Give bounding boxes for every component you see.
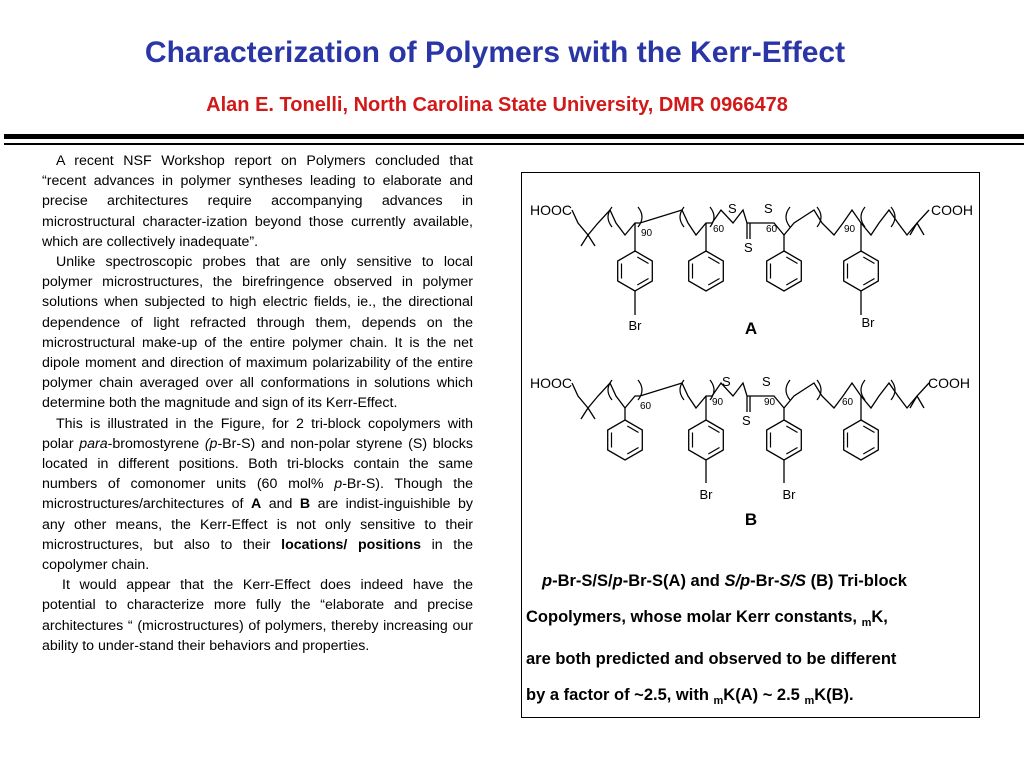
caption-sub-m-2: m [713,695,724,707]
structure-b-label: B [744,510,758,529]
b-sulfur-left: S [722,374,731,389]
a-bromo-left: Br [628,318,642,333]
p3-text-i: and [261,496,300,513]
p3-text-e: -Br-S) and non-polar styrene (S) blocks located in different positions. Both tri-blocks contain the same numbers of comonomer units (60 mol% [42,435,473,493]
b-block-3: 90 [764,397,776,408]
slide-title: Characterization of Polymers with the Kerr-Effect [144,36,846,69]
a-block-3: 60 [766,224,778,235]
a-hooc-label: HOOC [530,202,572,218]
p3-text-k: are indist-inguishible by any other means, the Kerr-Effect is not only sensitive to their microstructures, but also to their [42,496,473,553]
p3-bold-a: A [250,496,262,513]
caption-p-1: p [542,572,553,590]
b-block-4: 60 [842,397,854,408]
slide-subtitle: Alan E. Tonelli, North Carolina State University, DMR 0966478 [206,94,788,116]
a-cooh-label: COOH [931,202,973,218]
caption-sub-m-1: m [861,617,872,629]
structure-a-label: A [744,319,758,338]
b-sulfur-right: S [762,374,771,389]
caption-seg-6: K, [871,608,888,626]
caption-ss: S/S [779,572,807,590]
caption-seg-9: K(B). [814,686,854,704]
a-sulfur-right: S [764,201,773,216]
p3-text-m: in the copolymer chain. [42,536,474,574]
caption-line-3: are both predicted and observed to be different [526,650,897,668]
p3-bold-locations: locations/ positions [281,536,422,553]
caption-line-2 [526,599,996,641]
caption-seg-4: (B) Tri-block [806,572,907,590]
b-block-1: 60 [640,401,652,412]
structure-b [530,374,970,529]
b-block-2: 90 [712,397,724,408]
b-bromo-left: Br [699,487,713,502]
caption-seg-3: -Br- [750,572,780,590]
header-rule-thick [4,134,1024,139]
caption-seg-8: K(A) ~ 2.5 [723,686,805,704]
p3-text-c: -bromostyrene [107,435,205,452]
b-bromo-right: Br [782,487,796,502]
caption-seg-2: -Br-S(A) and [622,572,725,590]
p3-bold-b: B [299,496,311,513]
caption-p-2: p [612,572,623,590]
p3-para: para [79,435,108,452]
b-hooc-label: HOOC [530,375,572,391]
header-rule-thin [4,143,1024,145]
p3-p-italic-1: (p [204,435,218,452]
b-cooh-label: COOH [928,375,970,391]
caption-seg-7: by a factor of ~2.5, with [526,686,714,704]
caption-seg-5: Copolymers, whose molar Kerr constants, [526,608,862,626]
paragraph-3 [42,414,473,576]
body-text [42,151,473,656]
figure-caption [526,563,996,719]
caption-sub-m-3: m [804,695,815,707]
caption-line-4 [526,677,996,719]
a-bromo-right: Br [861,315,875,330]
caption-line-1 [526,563,996,599]
p3-p-italic-2: p [334,476,343,493]
a-block-1: 90 [641,228,653,239]
a-sulfur-left: S [728,201,737,216]
structure-a [530,201,973,338]
paragraph-1: A recent NSF Workshop report on Polymers concluded that “recent advances in polymer syntheses leading to elaborate and precise architectures require accompanying advances in microstructural character-ization beyond those currently available, which are collectively inadequate”. [42,153,473,250]
caption-seg-1: -Br-S/S/ [552,572,613,590]
a-block-2: 60 [713,224,725,235]
p3-text-g: -Br-S). Though the microstructures/architectures of [42,476,474,513]
a-block-4: 90 [844,224,856,235]
paragraph-4: It would appear that the Kerr-Effect does indeed have the potential to characterize more fully the “elaborate and precise architectures “ (microstructures) of polymers, thereby increasing our ability to under-stand their behaviors and properties. [42,577,473,654]
a-sulfur-thione: S [744,240,753,255]
b-sulfur-thione: S [742,413,751,428]
p3-text-a: This is illustrated in the Figure, for 2 tri-block copolymers with polar [42,415,473,452]
caption-sp: S/p [724,572,751,590]
paragraph-2: Unlike spectroscopic probes that are only sensitive to local polymer microstructures, the birefringence observed in polymer solutions when subjected to high electric fields, ie., the directional dependence of light refracted through them, depends on the microstructural make-up of the entire polymer chain. It is the net dipole moment and direction of maximum polarizability of the entire polymer chain averaged over all conformations in solutions which determine both the magnitude and sign of its Kerr-Effect. [42,254,473,412]
